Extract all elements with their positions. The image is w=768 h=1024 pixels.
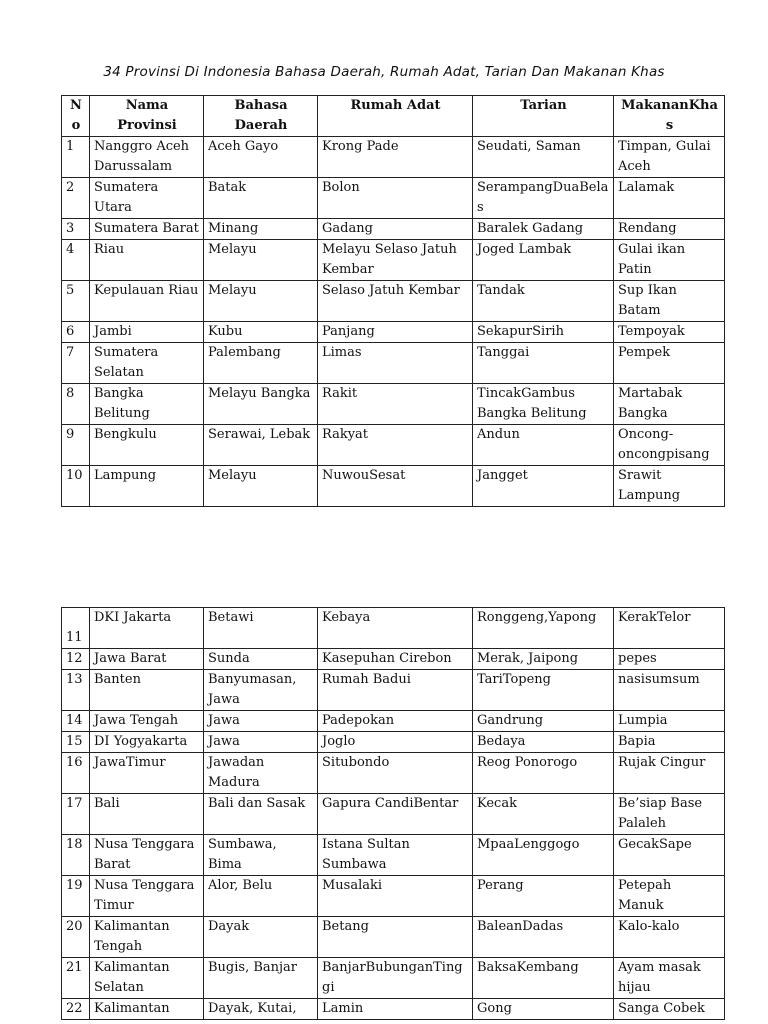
cell-bahasa: Dayak: [204, 917, 318, 958]
provinces-table-1: [61, 95, 725, 507]
cell-rumah: Joglo: [318, 732, 473, 753]
cell-makanan: Pempek: [614, 343, 725, 384]
cell-makanan: Martabak Bangka: [614, 384, 725, 425]
cell-makanan: KerakTelor: [614, 608, 725, 649]
cell-no: 17: [62, 794, 90, 835]
cell-makanan: Gulai ikan Patin: [614, 240, 725, 281]
table-header-row: [62, 96, 725, 137]
cell-no: 10: [62, 466, 90, 507]
cell-bahasa: Dayak, Kutai,: [204, 999, 318, 1020]
table-row: [62, 384, 725, 425]
header-bahasa: Bahasa Daerah: [204, 96, 318, 137]
table-row: [62, 753, 725, 794]
cell-bahasa: Sumbawa, Bima: [204, 835, 318, 876]
cell-no: 6: [62, 322, 90, 343]
cell-provinsi: Lampung: [90, 466, 204, 507]
table-row: [62, 466, 725, 507]
cell-bahasa: Bali dan Sasak: [204, 794, 318, 835]
table-row: [62, 219, 725, 240]
cell-tarian: Seudati, Saman: [473, 137, 614, 178]
cell-makanan: Timpan, Gulai Aceh: [614, 137, 725, 178]
cell-no: 14: [62, 711, 90, 732]
cell-tarian: Joged Lambak: [473, 240, 614, 281]
cell-no: 15: [62, 732, 90, 753]
cell-tarian: Ronggeng,Yapong: [473, 608, 614, 649]
cell-provinsi: Kepulauan Riau: [90, 281, 204, 322]
cell-tarian: Gong: [473, 999, 614, 1020]
cell-tarian: Tandak: [473, 281, 614, 322]
cell-no: 8: [62, 384, 90, 425]
cell-provinsi: Sumatera Barat: [90, 219, 204, 240]
table-row: [62, 958, 725, 999]
cell-no: 12: [62, 649, 90, 670]
cell-bahasa: Banyumasan, Jawa: [204, 670, 318, 711]
table-row: [62, 835, 725, 876]
table-row: [62, 711, 725, 732]
header-makanan: MakananKhas: [614, 96, 725, 137]
table-row: [62, 322, 725, 343]
cell-provinsi: Kalimantan Selatan: [90, 958, 204, 999]
cell-makanan: Lumpia: [614, 711, 725, 732]
cell-rumah: Gadang: [318, 219, 473, 240]
cell-provinsi: Riau: [90, 240, 204, 281]
cell-no: 20: [62, 917, 90, 958]
cell-rumah: Limas: [318, 343, 473, 384]
cell-rumah: Rakyat: [318, 425, 473, 466]
cell-tarian: Kecak: [473, 794, 614, 835]
cell-rumah: Betang: [318, 917, 473, 958]
cell-no: 18: [62, 835, 90, 876]
table-row: [62, 240, 725, 281]
cell-provinsi: DKI Jakarta: [90, 608, 204, 649]
cell-tarian: Andun: [473, 425, 614, 466]
cell-makanan: GecakSape: [614, 835, 725, 876]
table-row: [62, 178, 725, 219]
cell-bahasa: Melayu: [204, 240, 318, 281]
header-provinsi: Nama Provinsi: [90, 96, 204, 137]
cell-tarian: MpaaLenggogo: [473, 835, 614, 876]
cell-makanan: Ayam masak hijau: [614, 958, 725, 999]
cell-tarian: Perang: [473, 876, 614, 917]
cell-rumah: Rakit: [318, 384, 473, 425]
header-no: No: [62, 96, 90, 137]
cell-rumah: Panjang: [318, 322, 473, 343]
provinces-table-2: [61, 607, 725, 1020]
cell-tarian: Jangget: [473, 466, 614, 507]
cell-provinsi: Bengkulu: [90, 425, 204, 466]
cell-rumah: Rumah Badui: [318, 670, 473, 711]
cell-bahasa: Sunda: [204, 649, 318, 670]
cell-tarian: SerampangDuaBelas: [473, 178, 614, 219]
table-row: [62, 649, 725, 670]
cell-tarian: Tanggai: [473, 343, 614, 384]
cell-no: 19: [62, 876, 90, 917]
cell-provinsi: Kalimantan Tengah: [90, 917, 204, 958]
cell-makanan: Sup Ikan Batam: [614, 281, 725, 322]
cell-no: 9: [62, 425, 90, 466]
cell-rumah: NuwouSesat: [318, 466, 473, 507]
cell-makanan: Oncong-oncongpisang: [614, 425, 725, 466]
cell-provinsi: Bangka Belitung: [90, 384, 204, 425]
cell-makanan: Lalamak: [614, 178, 725, 219]
cell-no: 2: [62, 178, 90, 219]
cell-provinsi: Nanggro Aceh Darussalam: [90, 137, 204, 178]
cell-makanan: Sanga Cobek: [614, 999, 725, 1020]
document-title: 34 Provinsi Di Indonesia Bahasa Daerah, Rumah Adat, Tarian Dan Makanan Khas: [103, 64, 665, 80]
table-row: [62, 876, 725, 917]
cell-bahasa: Serawai, Lebak: [204, 425, 318, 466]
cell-bahasa: Jawadan Madura: [204, 753, 318, 794]
cell-makanan: Bapia: [614, 732, 725, 753]
cell-provinsi: Bali: [90, 794, 204, 835]
table-row: [62, 137, 725, 178]
cell-makanan: Be’siap Base Palaleh: [614, 794, 725, 835]
cell-tarian: Reog Ponorogo: [473, 753, 614, 794]
header-rumah-adat: Rumah Adat: [318, 96, 473, 137]
cell-provinsi: Nusa Tenggara Barat: [90, 835, 204, 876]
cell-bahasa: Melayu: [204, 281, 318, 322]
cell-rumah: Gapura CandiBentar: [318, 794, 473, 835]
cell-no: 21: [62, 958, 90, 999]
cell-rumah: Situbondo: [318, 753, 473, 794]
cell-tarian: Gandrung: [473, 711, 614, 732]
cell-rumah: Krong Pade: [318, 137, 473, 178]
cell-provinsi: Kalimantan: [90, 999, 204, 1020]
cell-makanan: pepes: [614, 649, 725, 670]
cell-makanan: Petepah Manuk: [614, 876, 725, 917]
cell-no: 11: [62, 608, 90, 649]
cell-provinsi: Nusa Tenggara Timur: [90, 876, 204, 917]
cell-provinsi: Jawa Barat: [90, 649, 204, 670]
cell-rumah: Istana Sultan Sumbawa: [318, 835, 473, 876]
cell-no: 5: [62, 281, 90, 322]
cell-bahasa: Alor, Belu: [204, 876, 318, 917]
cell-tarian: BaksaKembang: [473, 958, 614, 999]
cell-provinsi: Sumatera Selatan: [90, 343, 204, 384]
cell-provinsi: Jambi: [90, 322, 204, 343]
table-row: [62, 794, 725, 835]
cell-makanan: Kalo-kalo: [614, 917, 725, 958]
cell-no: 3: [62, 219, 90, 240]
table-row: [62, 670, 725, 711]
cell-tarian: Bedaya: [473, 732, 614, 753]
cell-bahasa: Kubu: [204, 322, 318, 343]
cell-no: 1: [62, 137, 90, 178]
cell-bahasa: Jawa: [204, 732, 318, 753]
cell-no: 22: [62, 999, 90, 1020]
cell-tarian: Merak, Jaipong: [473, 649, 614, 670]
cell-bahasa: Minang: [204, 219, 318, 240]
header-tarian: Tarian: [473, 96, 614, 137]
cell-makanan: Srawit Lampung: [614, 466, 725, 507]
cell-tarian: BaleanDadas: [473, 917, 614, 958]
cell-rumah: Bolon: [318, 178, 473, 219]
cell-bahasa: Batak: [204, 178, 318, 219]
cell-makanan: Tempoyak: [614, 322, 725, 343]
cell-no: 16: [62, 753, 90, 794]
cell-rumah: Kasepuhan Cirebon: [318, 649, 473, 670]
table-row: [62, 732, 725, 753]
cell-no: 4: [62, 240, 90, 281]
cell-bahasa: Melayu: [204, 466, 318, 507]
cell-no: 7: [62, 343, 90, 384]
table-row: [62, 425, 725, 466]
cell-provinsi: Jawa Tengah: [90, 711, 204, 732]
cell-makanan: Rendang: [614, 219, 725, 240]
table-row: [62, 917, 725, 958]
cell-bahasa: Melayu Bangka: [204, 384, 318, 425]
cell-makanan: nasisumsum: [614, 670, 725, 711]
cell-rumah: Lamin: [318, 999, 473, 1020]
cell-tarian: SekapurSirih: [473, 322, 614, 343]
table-row: [62, 999, 725, 1020]
cell-tarian: TincakGambus Bangka Belitung: [473, 384, 614, 425]
cell-bahasa: Aceh Gayo: [204, 137, 318, 178]
cell-rumah: BanjarBubunganTinggi: [318, 958, 473, 999]
cell-rumah: Kebaya: [318, 608, 473, 649]
cell-rumah: Melayu Selaso Jatuh Kembar: [318, 240, 473, 281]
table-row: [62, 281, 725, 322]
cell-tarian: TariTopeng: [473, 670, 614, 711]
cell-no: 13: [62, 670, 90, 711]
cell-rumah: Padepokan: [318, 711, 473, 732]
cell-provinsi: DI Yogyakarta: [90, 732, 204, 753]
cell-bahasa: Bugis, Banjar: [204, 958, 318, 999]
cell-bahasa: Betawi: [204, 608, 318, 649]
cell-rumah: Selaso Jatuh Kembar: [318, 281, 473, 322]
cell-bahasa: Jawa: [204, 711, 318, 732]
cell-makanan: Rujak Cingur: [614, 753, 725, 794]
cell-provinsi: JawaTimur: [90, 753, 204, 794]
cell-bahasa: Palembang: [204, 343, 318, 384]
cell-provinsi: Banten: [90, 670, 204, 711]
table-row: [62, 608, 725, 649]
cell-rumah: Musalaki: [318, 876, 473, 917]
table-row: [62, 343, 725, 384]
cell-provinsi: Sumatera Utara: [90, 178, 204, 219]
cell-tarian: Baralek Gadang: [473, 219, 614, 240]
